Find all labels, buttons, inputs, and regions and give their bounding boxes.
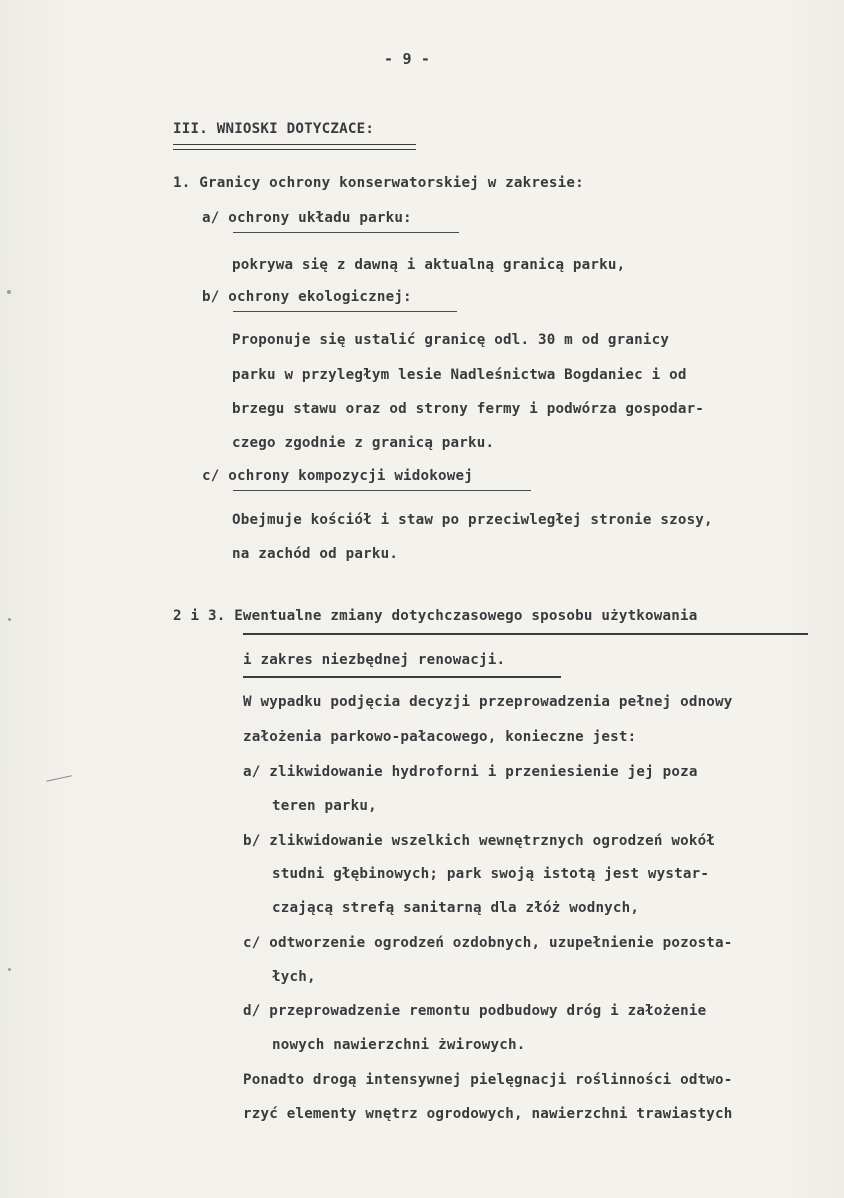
section1-title: 1. Granicy ochrony konserwatorskiej w zakresie:	[173, 175, 584, 191]
item-b-underline	[233, 311, 457, 312]
item-c-text-line: na zachód od parku.	[232, 546, 399, 562]
list-item-b-line2: studni głębinowych; park swoją istotą jest wystar-	[272, 866, 710, 882]
list-item-c-line1: c/ odtworzenie ogrodzeń ozdobnych, uzupełnienie pozosta-	[243, 935, 733, 951]
section23-title-underline2	[243, 676, 561, 678]
list-item-a-line2: teren parku,	[272, 798, 377, 814]
item-b-text-line: czego zgodnie z granicą parku.	[232, 435, 495, 451]
list-item-c-line2: łych,	[272, 969, 316, 985]
item-a-label: a/ ochrony układu parku:	[202, 210, 412, 226]
punch-hole-mark	[8, 618, 11, 621]
item-b-text-line: Proponuje się ustalić granicę odl. 30 m od granicy	[232, 332, 670, 348]
item-c-underline	[233, 490, 531, 491]
section-heading: III. WNIOSKI DOTYCZACE:	[173, 121, 375, 137]
list-item-b-line3: czającą strefą sanitarną dla złóż wodnych,	[272, 900, 640, 916]
body-line: rzyć elementy wnętrz ogrodowych, nawierzchni trawiastych	[243, 1106, 733, 1122]
page-number: - 9 -	[384, 50, 431, 68]
item-b-text-line: parku w przyległym lesie Nadleśnictwa Bogdaniec i od	[232, 367, 687, 383]
list-item-b-line1: b/ zlikwidowanie wszelkich wewnętrznych ogrodzeń wokół	[243, 833, 716, 849]
punch-hole-mark	[7, 290, 11, 294]
section23-title-line2: i zakres niezbędnej renowacji.	[243, 652, 506, 668]
item-c-label: c/ ochrony kompozycji widokowej	[202, 468, 473, 484]
section23-title-line1: 2 i 3. Ewentualne zmiany dotychczasowego sposobu użytkowania	[173, 608, 698, 624]
list-item-a-line1: a/ zlikwidowanie hydroforni i przeniesienie jej poza	[243, 764, 698, 780]
item-c-text-line: Obejmuje kościół i staw po przeciwległej stronie szosy,	[232, 512, 713, 528]
heading-double-underline	[173, 144, 416, 150]
item-a-text: pokrywa się z dawną i aktualną granicą parku,	[232, 257, 626, 273]
list-item-d-line2: nowych nawierzchni żwirowych.	[272, 1037, 526, 1053]
body-line: W wypadku podjęcia decyzji przeprowadzenia pełnej odnowy	[243, 694, 733, 710]
punch-hole-mark	[8, 968, 11, 971]
list-item-d-line1: d/ przeprowadzenie remontu podbudowy dróg i założenie	[243, 1003, 707, 1019]
item-a-underline	[233, 232, 459, 233]
pencil-stray-mark	[46, 775, 72, 781]
body-line: założenia parkowo-pałacowego, konieczne jest:	[243, 729, 637, 745]
item-b-text-line: brzegu stawu oraz od strony fermy i podwórza gospodar-	[232, 401, 705, 417]
section23-title-underline1	[243, 633, 808, 635]
item-b-label: b/ ochrony ekologicznej:	[202, 289, 412, 305]
body-line: Ponadto drogą intensywnej pielęgnacji roślinności odtwo-	[243, 1072, 733, 1088]
